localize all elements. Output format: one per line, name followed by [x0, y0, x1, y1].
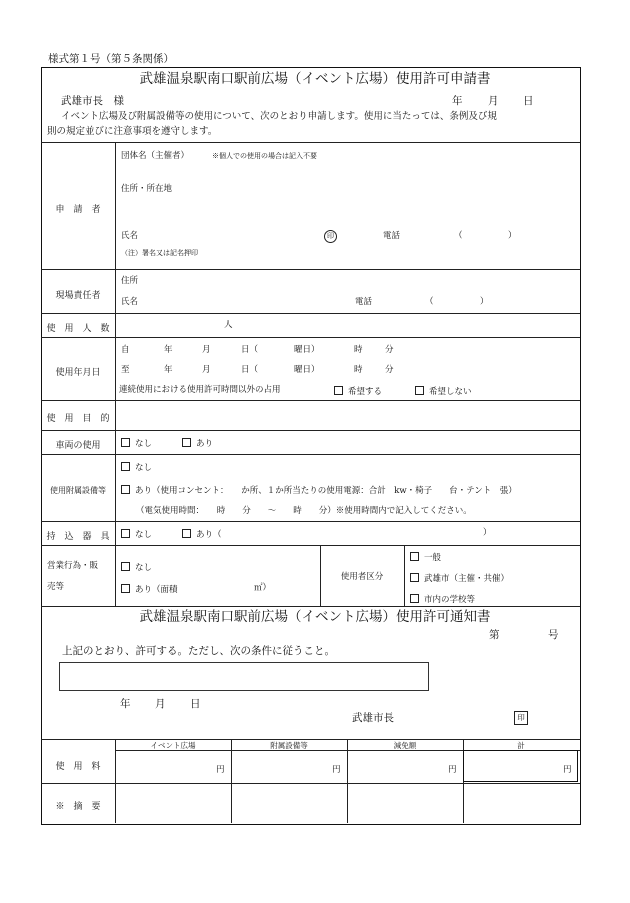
total-cell-border	[463, 750, 578, 782]
notice-date-month: 月	[155, 698, 166, 710]
vehicle-label: 車両の使用	[55, 441, 101, 451]
applicant-phone-label: 電話	[383, 231, 401, 241]
event-plaza-yen: 円	[216, 765, 225, 775]
notice-date-year: 年	[120, 698, 131, 710]
divider	[41, 337, 580, 338]
carry-in-close-paren: ）	[483, 528, 492, 538]
column-divider	[347, 739, 348, 823]
site-manager-phone-paren-close: ）	[480, 297, 489, 307]
continuous-not-want-label: 希望しない	[429, 387, 472, 397]
mayor-label: 武雄市長	[352, 712, 394, 724]
business-yes-option[interactable]	[121, 584, 178, 595]
applicant-seal-icon: 印	[324, 230, 337, 243]
category-city-label: 武雄市（主催・共催）	[424, 574, 510, 584]
usage-from-weekday: 曜日）	[294, 345, 320, 355]
usage-from-month: 月	[202, 345, 211, 355]
usage-from-year: 年	[164, 345, 173, 355]
group-name-note: ※個人での使用の場合は記入不要	[212, 152, 317, 160]
usage-to-day: 日（	[241, 365, 259, 375]
user-category-label: 使用者区分	[340, 572, 384, 582]
checkbox[interactable]	[182, 529, 191, 538]
intro-text-line1: イベント広場及び附属設備等の使用について、次のとおり申請します。使用に当たっては、条例及び規	[61, 111, 497, 122]
category-city-option[interactable]	[410, 573, 509, 584]
checkbox[interactable]	[121, 584, 130, 593]
application-date-year: 年	[452, 95, 463, 107]
site-manager-phone-label: 電話	[355, 297, 373, 307]
remarks-label: ※ 摘 要	[55, 802, 101, 812]
column-header-total: 計	[517, 741, 525, 750]
total-yen: 円	[563, 765, 572, 775]
equipment-label: 使用附属設備等	[50, 486, 106, 495]
usage-from-day: 日（	[241, 345, 259, 355]
headcount-unit: 人	[224, 320, 233, 330]
equipment-yes-option[interactable]	[121, 485, 517, 496]
headcount-label: 使 用 人 数	[46, 324, 110, 334]
divider	[41, 783, 580, 784]
notice-number-suffix: 号	[548, 629, 559, 641]
carry-in-none-option[interactable]	[121, 529, 152, 540]
continuous-use-text: 連続使用における使用許可時間以外の占用	[119, 385, 281, 395]
divider	[41, 606, 580, 607]
intro-text-line2: 則の規定並びに注意事項を遵守します。	[47, 126, 218, 137]
equipment-none-option[interactable]	[121, 462, 152, 473]
usage-to-minute: 分	[385, 365, 394, 375]
divider	[41, 521, 580, 522]
usage-to-hour: 時	[354, 365, 363, 375]
site-manager-label: 現場責任者	[55, 291, 101, 301]
divider	[41, 430, 580, 431]
divider	[41, 454, 580, 455]
mayor-seal-icon: 印	[514, 711, 528, 725]
carry-in-yes-option[interactable]	[182, 529, 222, 540]
application-title: 武雄温泉駅南口駅前広場（イベント広場）使用許可申請書	[139, 71, 491, 87]
checkbox[interactable]	[121, 485, 130, 494]
usage-to-weekday: 曜日）	[294, 365, 320, 375]
applicant-phone-paren-open: （	[454, 231, 463, 241]
applicant-phone-paren-close: ）	[508, 231, 517, 241]
checkbox[interactable]	[410, 594, 419, 603]
divider	[41, 142, 580, 143]
applicant-label: 申 請 者	[55, 205, 101, 215]
category-school-option[interactable]	[410, 594, 475, 605]
checkbox[interactable]	[410, 552, 419, 561]
divider	[41, 313, 580, 314]
notice-title: 武雄温泉駅南口駅前広場（イベント広場）使用許可通知書	[139, 609, 491, 625]
carry-in-label: 持 込 器 具	[46, 532, 110, 542]
usage-to-month: 月	[202, 365, 211, 375]
column-header-event-plaza: イベント広場	[150, 741, 196, 750]
checkbox[interactable]	[415, 386, 424, 395]
checkbox[interactable]	[121, 438, 130, 447]
usage-from: 自	[121, 345, 130, 355]
carry-in-none-label: なし	[135, 530, 153, 540]
divider	[41, 545, 580, 546]
checkbox[interactable]	[121, 562, 130, 571]
applicant-address-label: 住所・所在地	[121, 184, 173, 194]
column-divider	[404, 545, 405, 606]
permit-text: 上記のとおり、許可する。ただし、次の条件に従うこと。	[62, 645, 335, 657]
divider	[41, 400, 580, 401]
checkbox[interactable]	[121, 529, 130, 538]
addressee: 武雄市長 様	[61, 95, 124, 107]
vehicle-yes-label: あり	[196, 439, 214, 449]
continuous-want-label: 希望する	[348, 387, 383, 397]
usage-from-hour: 時	[354, 345, 363, 355]
fee-label: 使 用 料	[55, 762, 101, 772]
continuous-not-want-option[interactable]	[415, 386, 472, 397]
vehicle-none-label: なし	[135, 439, 153, 449]
divider	[41, 269, 580, 270]
power-time-text: （電気使用時間： 時 分 〜 時 分）※使用時間内で記入してください。	[136, 506, 472, 516]
column-header-equipment: 附属設備等	[270, 741, 308, 750]
usage-from-minute: 分	[385, 345, 394, 355]
divider	[41, 739, 580, 740]
vehicle-none-option[interactable]	[121, 438, 152, 449]
usage-to-year: 年	[164, 365, 173, 375]
site-manager-phone-paren-open: （	[425, 297, 434, 307]
business-label-line2: 売等	[47, 582, 65, 592]
conditions-field[interactable]	[59, 662, 429, 691]
business-yes-label: あり（面積	[135, 585, 178, 595]
form-number: 様式第１号（第５条関係）	[48, 53, 174, 65]
notice-number-prefix: 第	[489, 629, 500, 641]
site-manager-name-label: 氏名	[121, 297, 139, 307]
usage-date-label: 使用年月日	[55, 368, 101, 378]
category-general-option[interactable]	[410, 552, 441, 563]
column-divider	[231, 739, 232, 823]
applicant-name-label: 氏名	[121, 231, 139, 241]
equipment-yen: 円	[332, 765, 341, 775]
carry-in-yes-label: あり（	[196, 530, 222, 540]
group-name-label: 団体名（主催者）	[121, 151, 190, 161]
equipment-none-label: なし	[135, 463, 153, 473]
column-divider	[115, 739, 116, 823]
checkbox[interactable]	[182, 438, 191, 447]
checkbox[interactable]	[410, 573, 419, 582]
application-date-month: 月	[488, 95, 499, 107]
category-school-label: 市内の学校等	[424, 595, 476, 605]
signature-note: （注）署名又は記名押印	[121, 249, 198, 257]
usage-to: 至	[121, 365, 130, 375]
vehicle-yes-option[interactable]	[182, 438, 213, 449]
column-header-reduction: 減免額	[393, 741, 417, 750]
site-manager-address-label: 住所	[121, 276, 139, 286]
business-none-option[interactable]	[121, 562, 152, 573]
reduction-yen: 円	[448, 765, 457, 775]
purpose-label: 使 用 目 的	[46, 414, 110, 424]
checkbox[interactable]	[334, 386, 343, 395]
business-label-line1: 営業行為・販	[47, 561, 99, 571]
notice-date-day: 日	[190, 698, 201, 710]
business-none-label: なし	[135, 563, 153, 573]
continuous-want-option[interactable]	[334, 386, 382, 397]
equipment-yes-label: あり（使用コンセント： か所、１か所当たりの使用電源：合計 kw・椅子 台・テント 張）	[135, 486, 517, 496]
column-divider	[115, 142, 116, 606]
checkbox[interactable]	[121, 462, 130, 471]
business-area-unit: ㎡）	[254, 583, 272, 593]
application-date-day: 日	[523, 95, 534, 107]
category-general-label: 一般	[424, 553, 442, 563]
